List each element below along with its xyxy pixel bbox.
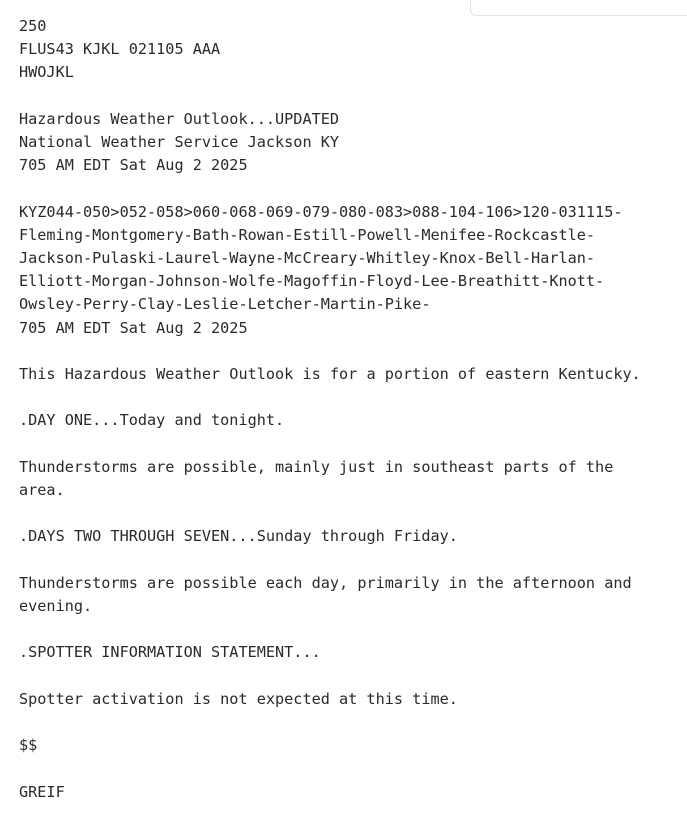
wmo-header: FLUS43 KJKL 021105 AAA xyxy=(19,40,221,59)
bulletin-headline: Hazardous Weather Outlook...UPDATED xyxy=(19,109,340,128)
days-two-seven-text: Thunderstorms are possible each day, primarily in the afternoon and xyxy=(19,573,632,592)
county-list-line: Jackson-Pulaski-Laurel-Wayne-McCreary-Whitley-Knox-Bell-Harlan- xyxy=(19,249,596,267)
forecaster-name: GREIF xyxy=(19,782,65,801)
day-one-text: area. xyxy=(19,480,65,499)
spacer xyxy=(19,386,683,409)
spacer xyxy=(19,618,683,641)
county-list-line: Owsley-Perry-Clay-Leslie-Letcher-Martin-Pike- xyxy=(19,295,431,314)
issue-time: 705 AM EDT Sat Aug 2 2025 xyxy=(19,156,248,175)
spacer xyxy=(19,757,683,780)
spacer xyxy=(19,85,683,108)
ugc-zone-line: KYZ044-050>052-058>060-068-069-079-080-083>088-104-106>120-031115- xyxy=(19,202,623,221)
county-list-line: Fleming-Montgomery-Bath-Rowan-Estill-Powell-Menifee-Rockcastle- xyxy=(19,225,596,244)
spacer xyxy=(19,549,683,572)
spacer xyxy=(19,502,683,525)
days-two-seven-heading: .DAYS TWO THROUGH SEVEN...Sunday through Friday. xyxy=(19,527,458,546)
spacer xyxy=(19,665,683,688)
spacer xyxy=(19,711,683,734)
county-list-line: Elliott-Morgan-Johnson-Wolfe-Magoffin-Floyd-Lee-Breathitt-Knott- xyxy=(19,272,605,291)
issuing-office: National Weather Service Jackson KY xyxy=(19,133,340,151)
zone-issue-time: 705 AM EDT Sat Aug 2 2025 xyxy=(19,318,248,337)
days-two-seven-text: evening. xyxy=(19,596,93,615)
spacer xyxy=(19,177,683,200)
spacer xyxy=(19,340,683,363)
weather-bulletin xyxy=(19,15,683,804)
spotter-text: Spotter activation is not expected at this time. xyxy=(19,689,458,708)
spotter-heading: .SPOTTER INFORMATION STATEMENT... xyxy=(19,643,321,662)
awips-id: HWOJKL xyxy=(19,63,74,82)
day-one-text: Thunderstorms are possible, mainly just in southeast parts of the xyxy=(19,457,614,476)
product-code: 250 xyxy=(19,17,47,35)
end-marker: $$ xyxy=(19,736,38,755)
spacer xyxy=(19,433,683,456)
outlook-intro: This Hazardous Weather Outlook is for a portion of eastern Kentucky. xyxy=(19,365,641,383)
top-right-panel-edge xyxy=(470,0,687,16)
day-one-heading: .DAY ONE...Today and tonight. xyxy=(19,411,285,430)
